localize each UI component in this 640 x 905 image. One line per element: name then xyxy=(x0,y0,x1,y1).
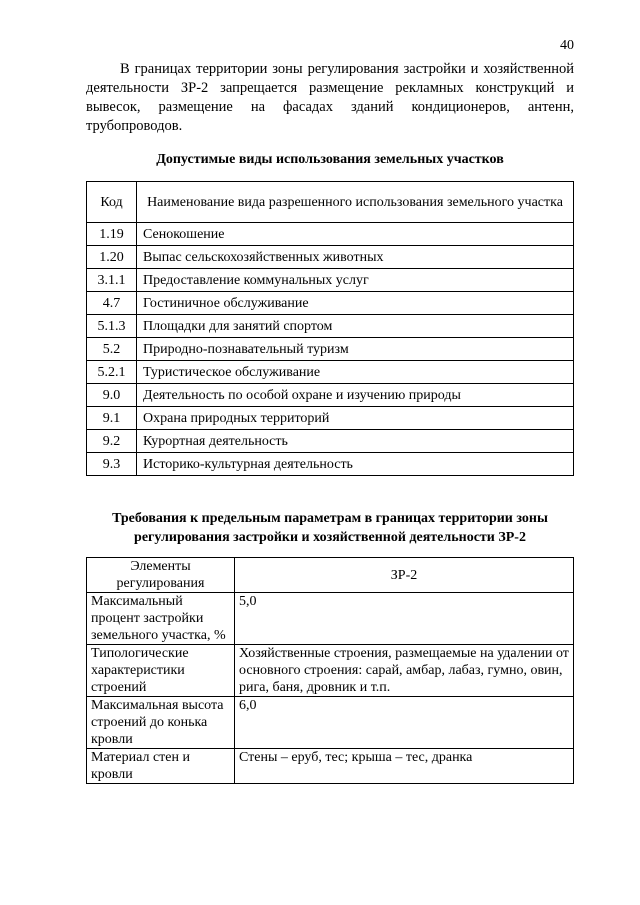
row-code: 5.2.1 xyxy=(87,361,137,384)
header-name: Наименование вида разрешенного использования земельного участка xyxy=(137,182,574,223)
row-name: Гостиничное обслуживание xyxy=(137,292,574,315)
row-name: Охрана природных территорий xyxy=(137,407,574,430)
header-code: Код xyxy=(87,182,137,223)
row-element: Материал стен и кровли xyxy=(87,749,235,784)
table-row xyxy=(87,430,574,453)
table-header-row xyxy=(87,182,574,223)
row-value: 6,0 xyxy=(235,697,574,749)
row-name: Природно-познавательный туризм xyxy=(137,338,574,361)
row-code: 5.1.3 xyxy=(87,315,137,338)
row-name: Сенокошение xyxy=(137,223,574,246)
row-code: 9.0 xyxy=(87,384,137,407)
table-row xyxy=(87,384,574,407)
table-row xyxy=(87,246,574,269)
row-name: Предоставление коммунальных услуг xyxy=(137,269,574,292)
table-row xyxy=(87,338,574,361)
parameters-table xyxy=(86,557,574,784)
row-element: Максимальная высота строений до конька кровли xyxy=(87,697,235,749)
table-row xyxy=(87,453,574,476)
intro-paragraph: В границах территории зоны регулирования застройки и хозяйственной деятельности ЗР-2 запрещается размещение рекламных конструкций и вывесок, размещение на фасадах зданий кондиционеров, антенн, трубопроводов. xyxy=(86,61,574,134)
row-value: Хозяйственные строения, размещаемые на удалении от основного строения: сарай, амбар, лабаз, гумно, овин, рига, баня, дровник и т.п. xyxy=(235,645,574,697)
header-elements: Элементы регулирования xyxy=(87,558,235,593)
table-row xyxy=(87,407,574,430)
row-name: Курортная деятельность xyxy=(137,430,574,453)
row-name: Выпас сельскохозяйственных животных xyxy=(137,246,574,269)
table-row xyxy=(87,361,574,384)
row-element: Типологические характеристики строений xyxy=(87,645,235,697)
row-code: 3.1.1 xyxy=(87,269,137,292)
row-name: Площадки для занятий спортом xyxy=(137,315,574,338)
row-value: Стены – еруб, тес; крыша – тес, дранка xyxy=(235,749,574,784)
table2-heading: Требования к предельным параметрам в границах территории зоны регулирования застройки и хозяйственной деятельности ЗР-2 xyxy=(112,511,548,545)
table-row xyxy=(87,645,574,697)
table-row xyxy=(87,292,574,315)
table-row xyxy=(87,697,574,749)
land-use-table xyxy=(86,181,574,476)
row-code: 5.2 xyxy=(87,338,137,361)
row-name: Историко-культурная деятельность xyxy=(137,453,574,476)
table-row xyxy=(87,315,574,338)
row-element: Максимальный процент застройки земельного участка, % xyxy=(87,593,235,645)
row-code: 9.1 xyxy=(87,407,137,430)
page-number: 40 xyxy=(560,38,574,53)
table-row xyxy=(87,223,574,246)
header-zone: ЗР-2 xyxy=(235,558,574,593)
row-name: Туристическое обслуживание xyxy=(137,361,574,384)
table-row xyxy=(87,269,574,292)
row-code: 9.2 xyxy=(87,430,137,453)
row-code: 1.20 xyxy=(87,246,137,269)
table-row xyxy=(87,593,574,645)
row-value: 5,0 xyxy=(235,593,574,645)
row-name: Деятельность по особой охране и изучению природы xyxy=(137,384,574,407)
row-code: 1.19 xyxy=(87,223,137,246)
row-code: 4.7 xyxy=(87,292,137,315)
table-header-row xyxy=(87,558,574,593)
table-row xyxy=(87,749,574,784)
table1-heading: Допустимые виды использования земельных участков xyxy=(156,152,504,167)
row-code: 9.3 xyxy=(87,453,137,476)
